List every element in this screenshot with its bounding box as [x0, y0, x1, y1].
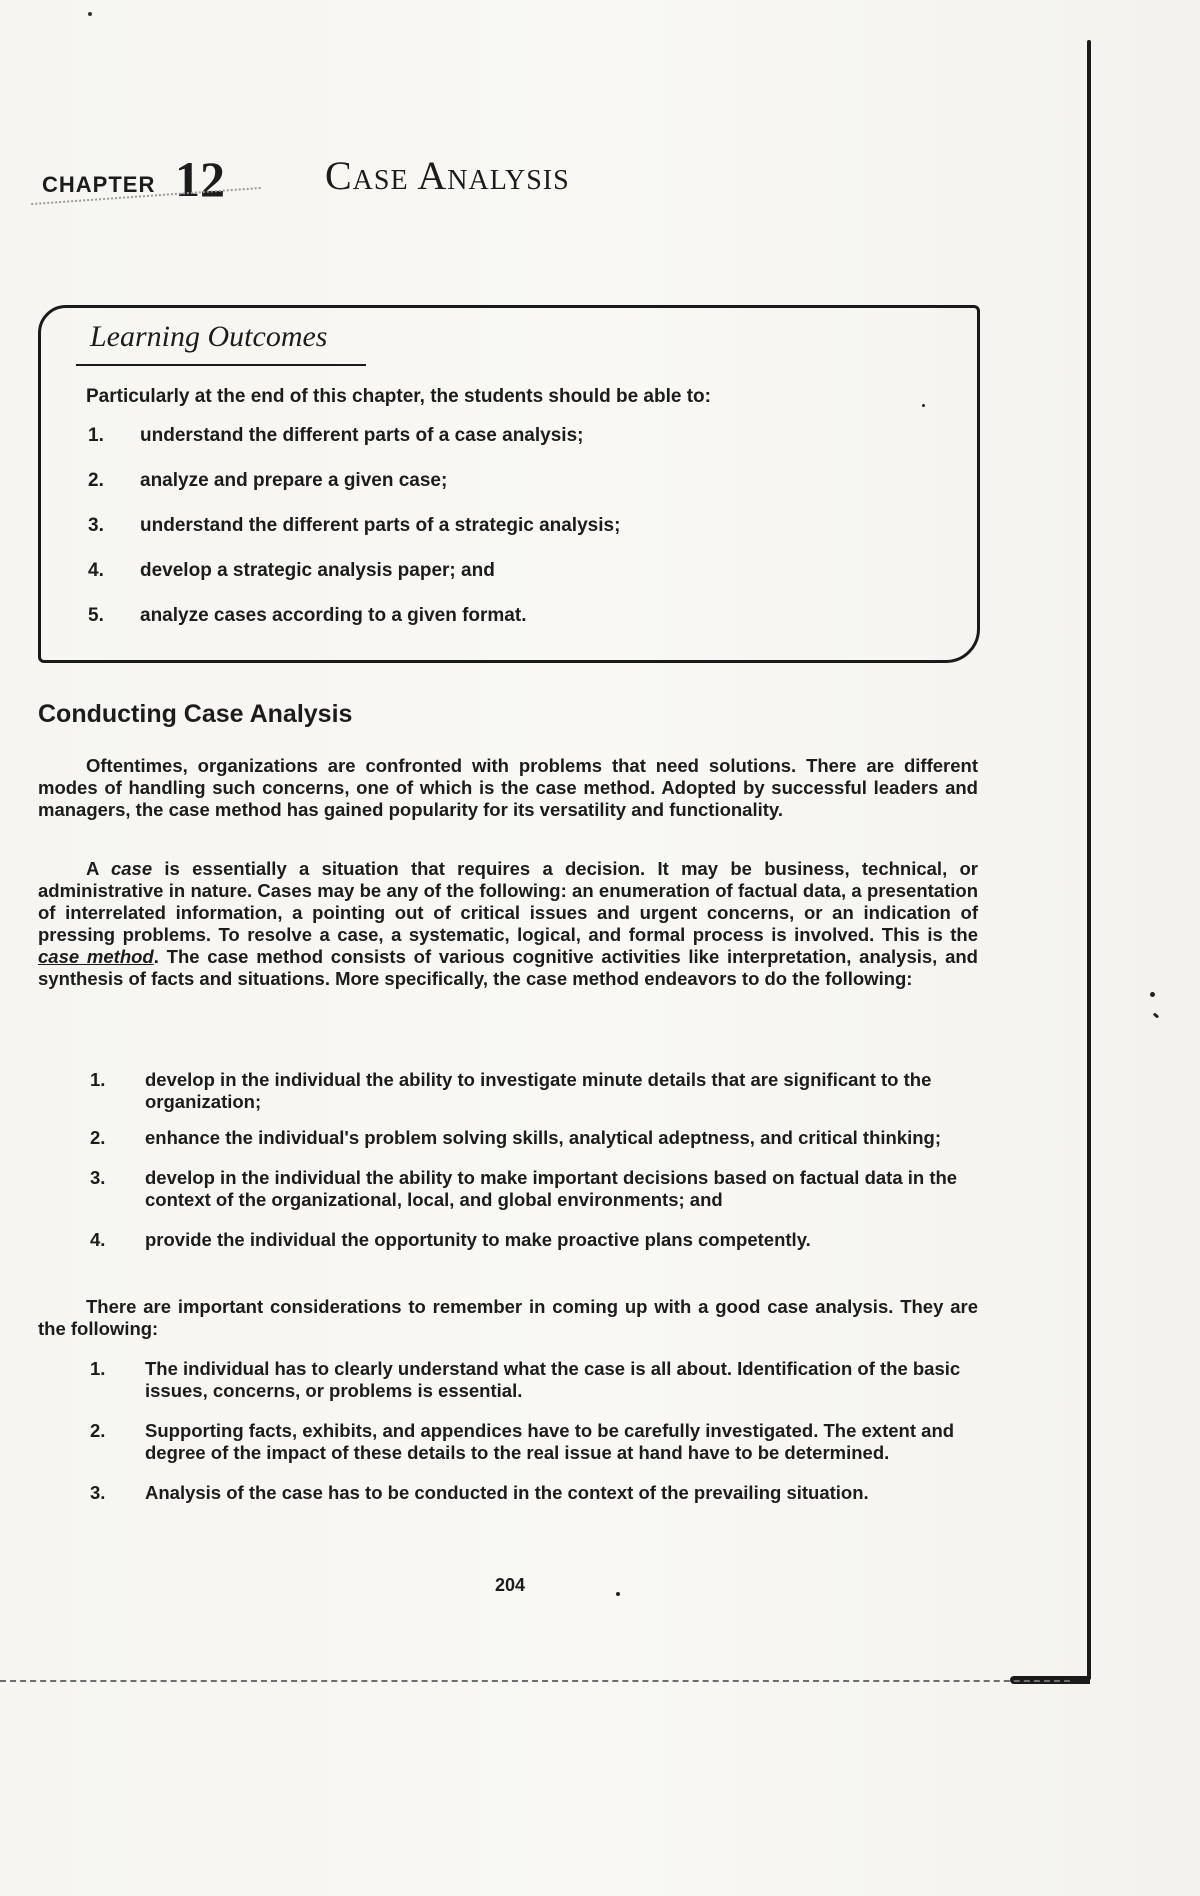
item-text: provide the individual the opportunity to make proactive plans competently. — [145, 1229, 811, 1250]
scan-speck — [616, 1592, 620, 1596]
item-text: Analysis of the case has to be conducted in the context of the prevailing situation. — [145, 1482, 869, 1503]
page-number: 204 — [494, 1575, 526, 1595]
list-item — [38, 1420, 978, 1482]
case-method-objectives-list — [38, 1069, 978, 1251]
paragraph-case-definition — [38, 858, 978, 990]
item-text: The individual has to clearly understand what the case is all about. Identification of the basic issues, concerns, or problems is essential. — [145, 1358, 961, 1401]
item-number: 3. — [90, 1482, 106, 1503]
item-number: 4. — [88, 560, 104, 581]
item-number: 1. — [90, 1358, 106, 1379]
item-text: Supporting facts, exhibits, and appendices have to be carefully investigated. The extent and degree of the impact of these details to the real issue at hand have to be determined. — [145, 1420, 955, 1463]
item-number: 5. — [88, 605, 104, 626]
item-text: develop a strategic analysis paper; and — [140, 560, 495, 581]
paragraph-text-c: . The case method consists of various cognitive activities like interpretation, analysis, and synthesis of facts and situations. More specifically, the case method endeavors to do the following: — [38, 946, 978, 989]
term-case-method: case method — [38, 946, 154, 967]
item-text: develop in the individual the ability to investigate minute details that are significant to the organization; — [145, 1069, 932, 1112]
item-text: understand the different parts of a strategic analysis; — [140, 515, 621, 536]
item-text: analyze cases according to a given format. — [140, 605, 527, 626]
item-number: 1. — [90, 1069, 106, 1090]
term-case: case — [110, 858, 153, 879]
section-heading: Conducting Case Analysis — [38, 700, 353, 728]
list-item — [38, 1482, 978, 1504]
chapter-number: 12 — [175, 151, 225, 207]
bottom-rule — [0, 1680, 1070, 1682]
item-number: 2. — [90, 1420, 106, 1441]
item-text: understand the different parts of a case analysis; — [140, 425, 584, 446]
page-speck — [88, 12, 92, 16]
paragraph-text-a: A — [86, 858, 111, 879]
item-number: 3. — [90, 1167, 106, 1188]
item-text: develop in the individual the ability to make important decisions based on factual data in the context of the organizational, local, and global environments; and — [145, 1167, 958, 1210]
list-item — [38, 1229, 978, 1251]
chapter-label: CHAPTER — [42, 172, 156, 197]
item-number: 3. — [88, 515, 104, 536]
scan-speck — [922, 404, 925, 407]
chapter-title: Case Analysis — [325, 153, 570, 198]
item-text: analyze and prepare a given case; — [140, 470, 448, 491]
list-item — [38, 1127, 978, 1167]
scan-speck — [1153, 1012, 1160, 1018]
list-item — [38, 1167, 978, 1229]
item-number: 1. — [88, 425, 104, 446]
list-item — [38, 1358, 978, 1420]
scan-speck — [1150, 992, 1155, 997]
paragraph-text: There are important considerations to remember in coming up with a good case analysis. They are the following: — [38, 1296, 978, 1339]
learning-outcomes-title: Learning Outcomes — [90, 320, 328, 353]
paragraph-intro — [38, 755, 978, 821]
item-number: 2. — [88, 470, 104, 491]
item-number: 2. — [90, 1127, 106, 1148]
page-edge-line — [1087, 40, 1091, 1680]
learning-outcomes-underline — [76, 364, 366, 366]
item-number: 4. — [90, 1229, 106, 1250]
paragraph-text: Oftentimes, organizations are confronted with problems that need solutions. There are different modes of handling such concerns, one of which is the case method. Adopted by successful leaders and managers, the case method has gained popularity for its versatility and functionality. — [38, 755, 978, 820]
considerations-list — [38, 1358, 978, 1504]
paragraph-text-b: is essentially a situation that requires a decision. It may be business, technical, or administrative in nature. Cases may be any of the following: an enumeration of factual data, a presentation of interrelated information, a pointing out of critical issues and urgent concerns, or an indication of pressing problems. To resolve a case, a systematic, logical, and formal process is involved. This is the — [38, 858, 978, 945]
item-text: enhance the individual's problem solving skills, analytical adeptness, and critical thinking; — [145, 1127, 941, 1148]
list-item — [38, 1069, 978, 1127]
paragraph-considerations — [38, 1296, 978, 1340]
learning-outcomes-intro: Particularly at the end of this chapter, the students should be able to: — [86, 386, 711, 407]
